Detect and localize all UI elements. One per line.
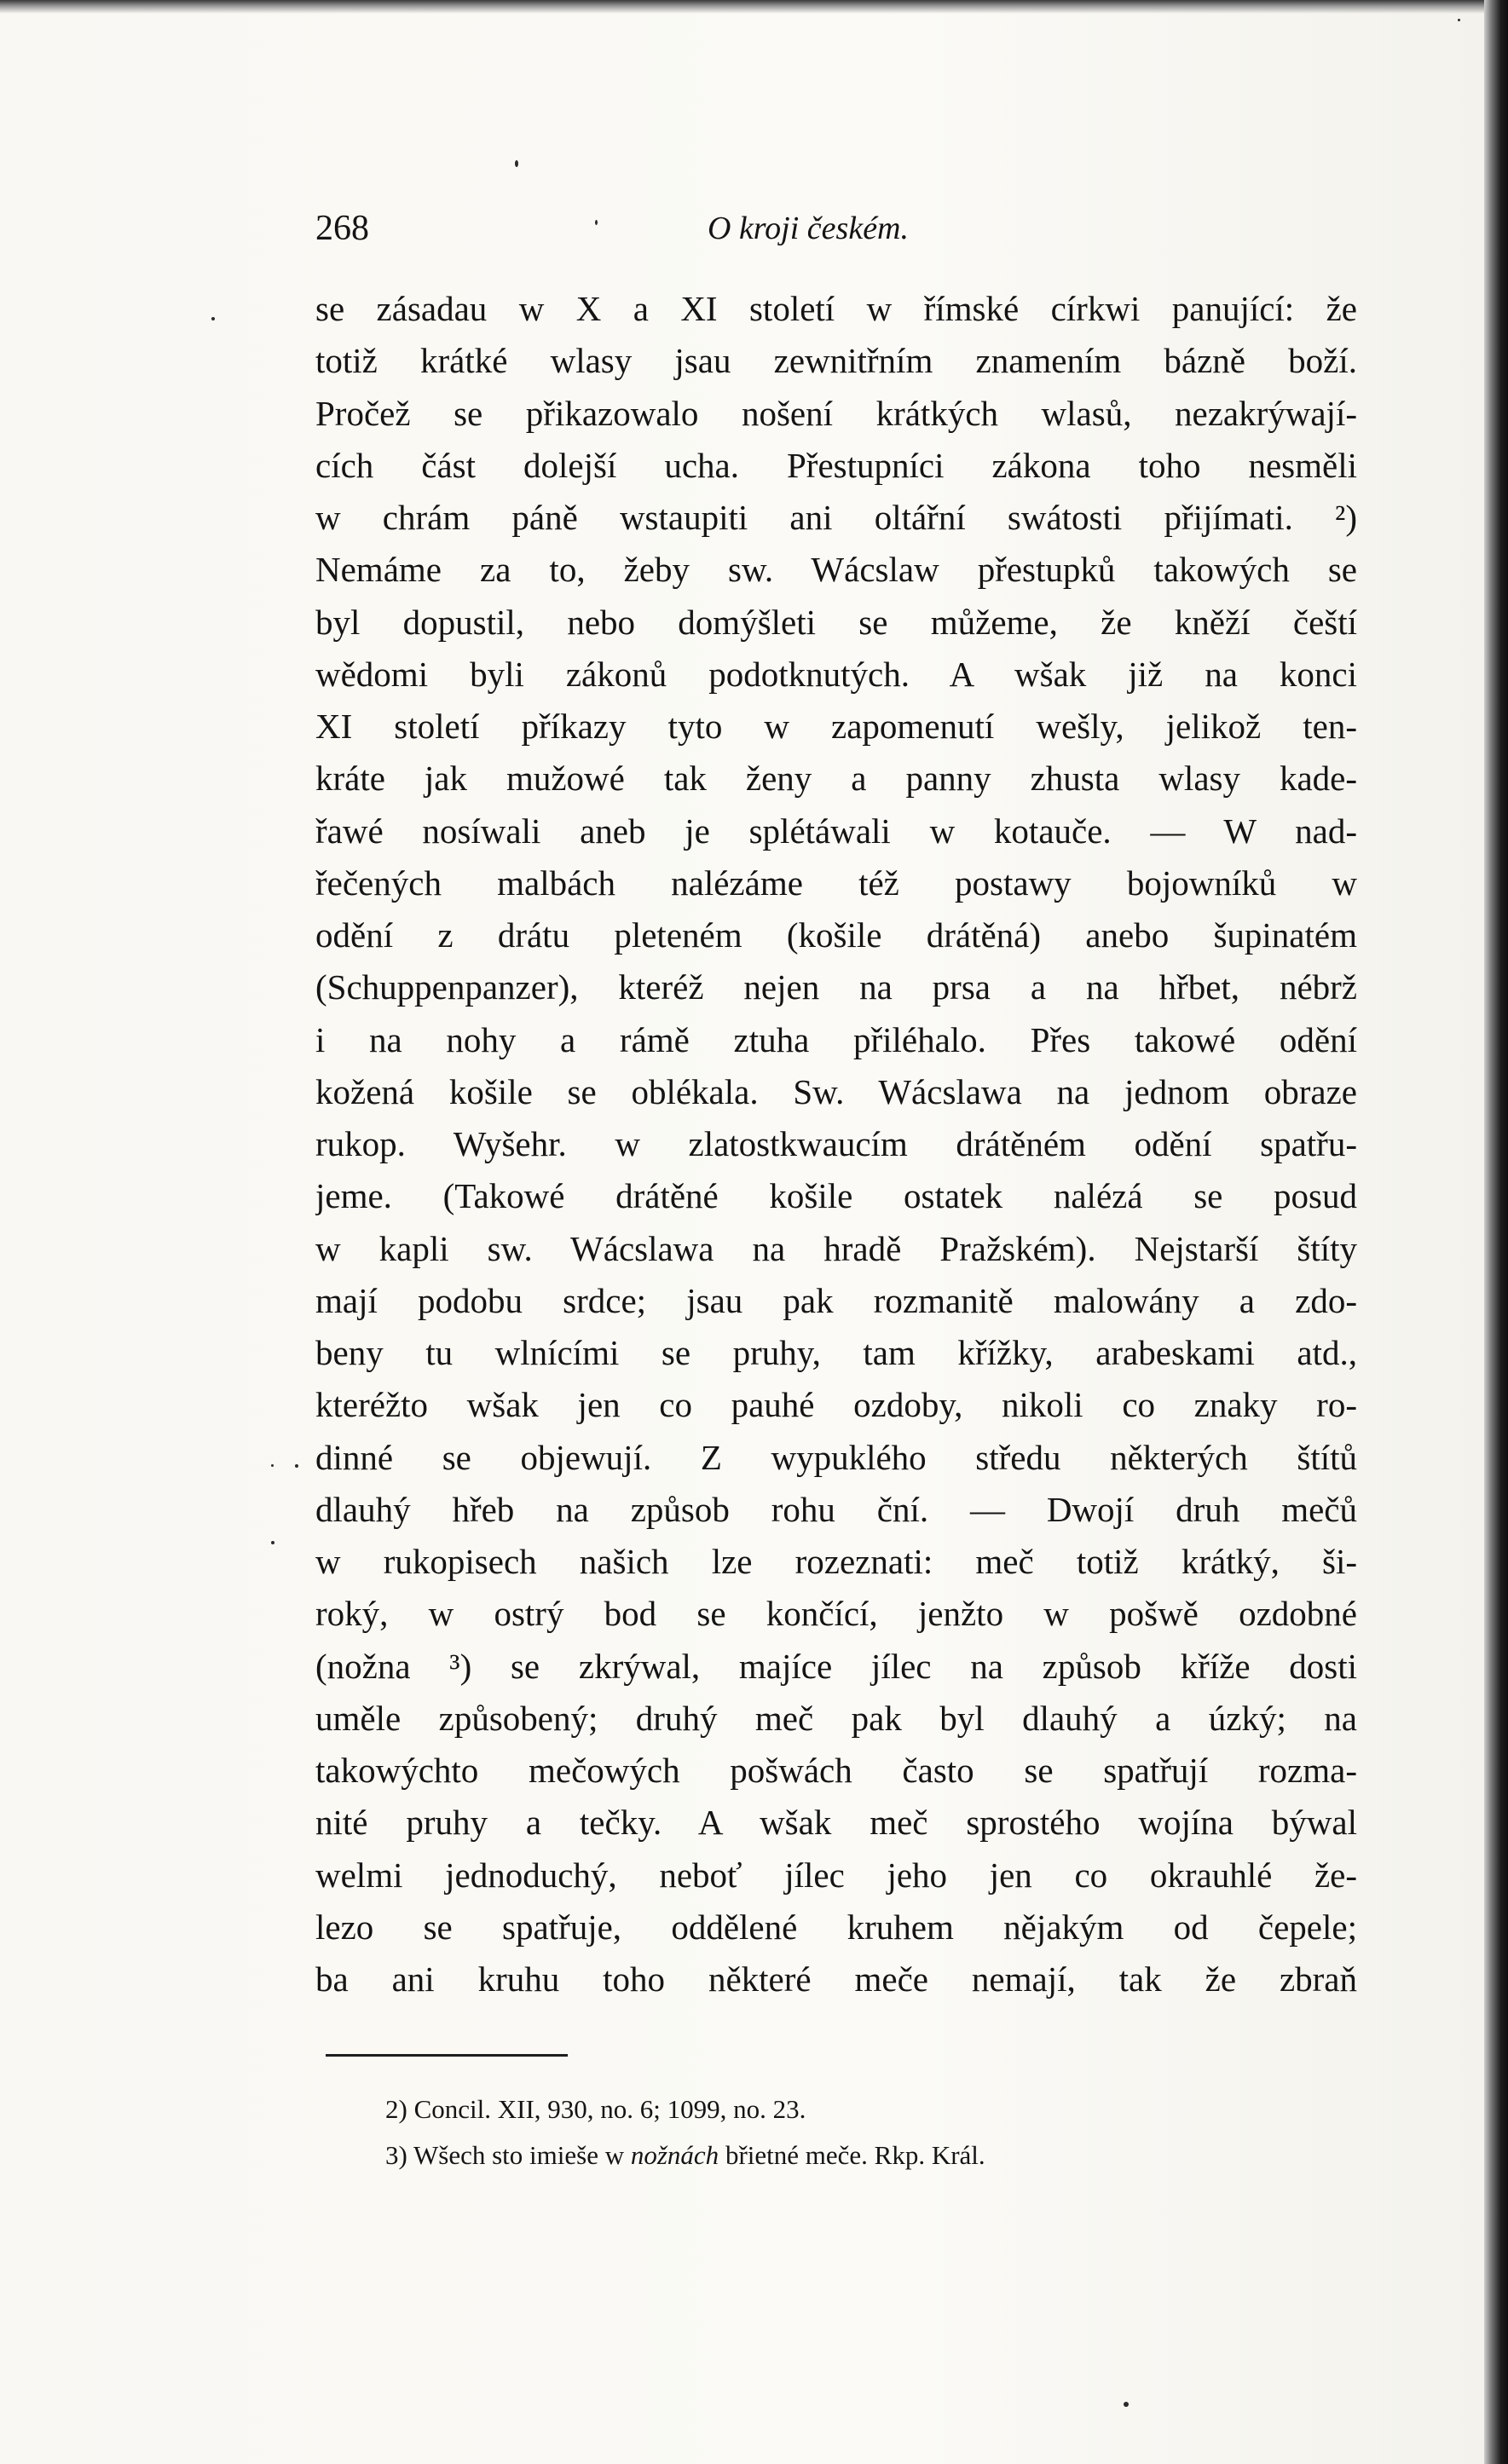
text-line: welmi jednoduchý, neboť jílec jeho jen co okrauhlé že- [315, 1855, 1357, 1895]
text-line: jeme. (Takowé drátěné košile ostatek nalézá se posud [315, 1176, 1357, 1216]
scan-speck [1124, 2402, 1129, 2407]
text-line: (Schuppenpanzer), kteréž nejen na prsa a na hřbet, nébrž [315, 967, 1357, 1007]
scan-speck [1458, 19, 1460, 21]
footnote-italic-text: nožnách [630, 2140, 719, 2170]
page-right-edge [1484, 0, 1508, 2464]
footnote-divider [326, 2054, 568, 2057]
text-line: kožená košile se oblékala. Sw. Wácslawa na jednom obraze [315, 1071, 1357, 1111]
text-line: w rukopisech našich lze rozeznati: meč totiž krátký, ši- [315, 1542, 1357, 1581]
text-line: w chrám páně wstaupiti ani oltářní swátosti přijímati. ²) [315, 498, 1357, 537]
page-top-edge [0, 0, 1508, 14]
text-line: se zásadau w X a XI století w římské církwi panující: že [315, 289, 1357, 328]
page-header [315, 203, 1372, 254]
text-line: w kapli sw. Wácslawa na hradě Pražském). Nejstarší štíty [315, 1228, 1357, 1268]
footnotes [385, 2086, 1323, 2178]
text-line: (nožna ³) se zkrýwal, majíce jílec na způsob kříže dosti [315, 1646, 1357, 1686]
text-line: totiž krátké wlasy jsau zewnitřním znamením bázně boží. [315, 341, 1357, 381]
text-line: kráte jak mužowé tak ženy a panny zhusta wlasy kade- [315, 759, 1357, 799]
text-line: kteréžto wšak jen co pauhé ozdoby, nikoli co znaky ro- [315, 1385, 1357, 1425]
scan-speck [271, 1541, 274, 1544]
footnote-marker: 3) [385, 2140, 407, 2170]
text-line: beny tu wlnícími se pruhy, tam křížky, arabeskami atd., [315, 1333, 1357, 1372]
footnote-text: břietné meče. Rkp. Král. [725, 2140, 985, 2170]
scan-speck [271, 1464, 274, 1467]
text-line: dinné se objewují. Z wypuklého středu některých štítů [315, 1437, 1357, 1477]
footnote-marker: 2) [385, 2094, 407, 2124]
scan-speck [295, 1464, 298, 1468]
text-line: nité pruhy a tečky. A wšak meč sprostého wojína býwal [315, 1803, 1357, 1843]
text-line: Pročež se přikazowalo nošení krátkých wlasů, nezakrýwají- [315, 393, 1357, 433]
running-title: O kroji českém. [708, 211, 909, 246]
text-line: takowýchto mečowých pošwách často se spatřují rozma- [315, 1751, 1357, 1790]
text-line: Nemáme za to, žeby sw. Wácslaw přestupků takowých se [315, 550, 1357, 590]
text-line: XI století příkazy tyto w zapomenutí wešly, jelikož ten- [315, 707, 1357, 746]
footnote-text: Wšech sto imieše w [413, 2140, 625, 2170]
footnote-2 [385, 2086, 1323, 2132]
text-line: i na nohy a rámě ztuha přiléhalo. Přes takowé odění [315, 1019, 1357, 1059]
text-line: rukop. Wyšehr. w zlatostkwaucím drátěném odění spatřu- [315, 1124, 1357, 1163]
text-line: ba ani kruhu toho některé meče nemají, tak že zbraň [315, 1959, 1357, 1999]
footnote-3 [385, 2132, 1323, 2178]
scan-speck [211, 317, 215, 320]
text-line: odění z drátu pleteném (košile drátěná) anebo šupinatém [315, 915, 1357, 955]
text-line: byl dopustil, nebo domýšleti se můžeme, že kněží čeští [315, 602, 1357, 642]
text-line: řawé nosíwali aneb je splétáwali w kotauče. — W nad- [315, 811, 1357, 851]
text-line: dlauhý hřeb na způsob rohu ční. — Dwojí druh mečů [315, 1489, 1357, 1529]
body-text [315, 283, 1357, 2005]
text-line: roký, w ostrý bod se končící, jenžto w pošwě ozdobné [315, 1594, 1357, 1634]
text-line: mají podobu srdce; jsau pak rozmanitě malowány a zdo- [315, 1280, 1357, 1320]
page-number: 268 [315, 209, 369, 248]
text-line: cích část dolejší ucha. Přestupníci zákona toho nesměli [315, 445, 1357, 485]
text-line: uměle způsobený; druhý meč pak byl dlauhý a úzký; na [315, 1698, 1357, 1738]
text-line: wědomi byli zákonů podotknutých. A wšak již na konci [315, 654, 1357, 694]
text-line: řečených malbách nalézáme též postawy bojowníků w [315, 863, 1357, 903]
footnote-text: Concil. XII, 930, no. 6; 1099, no. 23. [413, 2094, 806, 2124]
text-line: lezo se spatřuje, oddělené kruhem nějakým od čepele; [315, 1907, 1357, 1947]
scan-speck [515, 160, 518, 167]
scan-speck [595, 220, 598, 225]
